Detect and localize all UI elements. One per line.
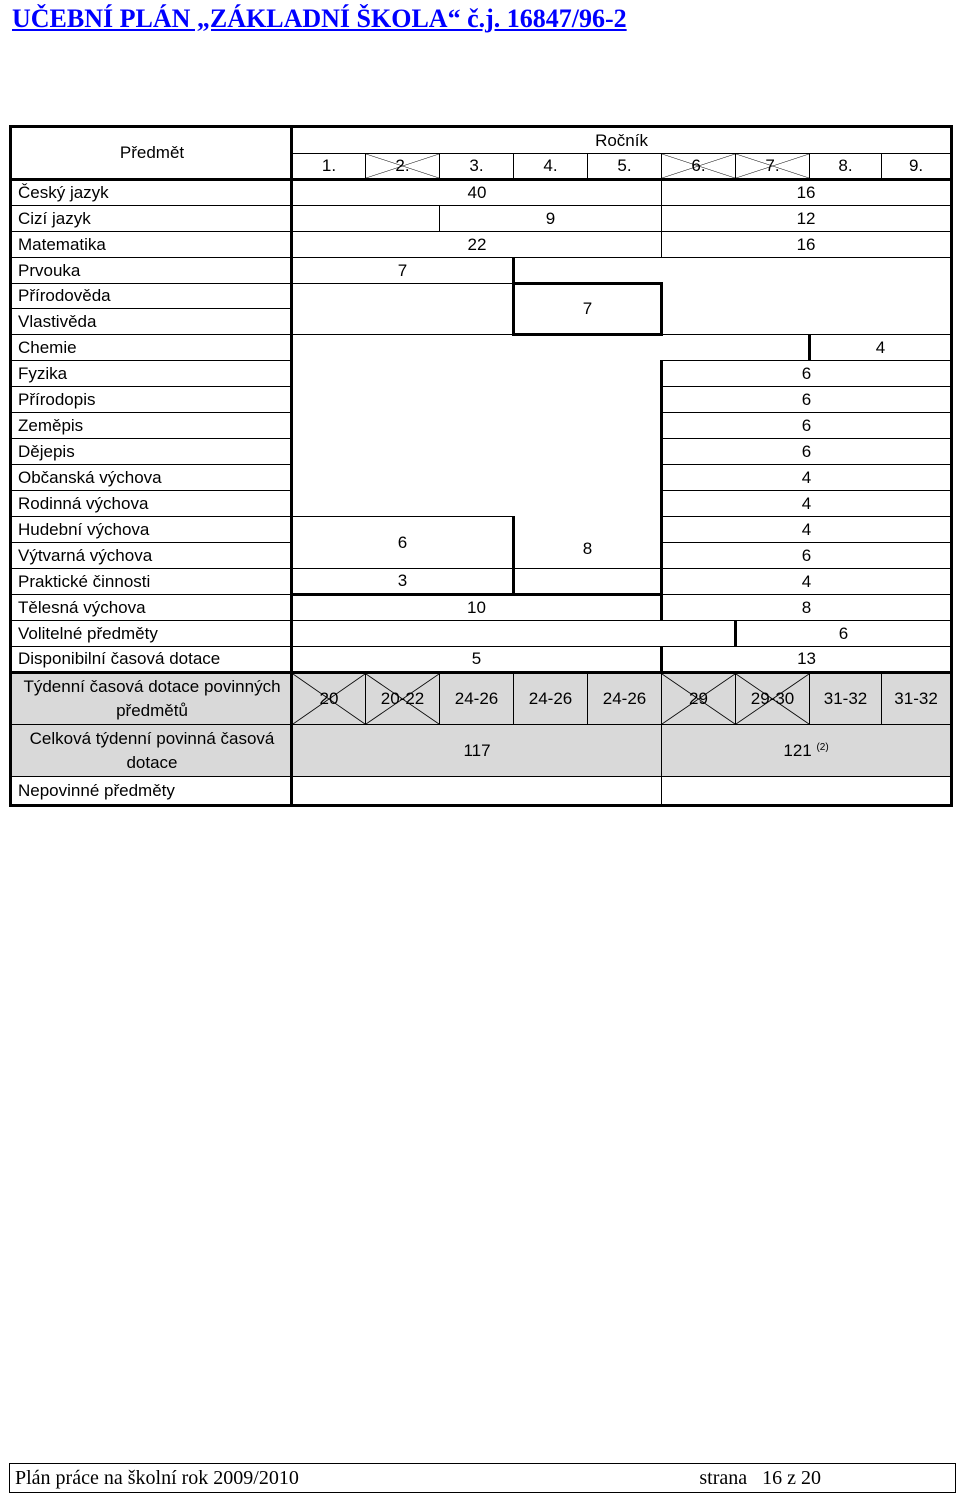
subject-name: Tělesná výchova	[11, 595, 292, 621]
weekly-value-4: 24-26	[514, 673, 588, 725]
grade-1: 1.	[292, 154, 366, 180]
value-cell: 4	[810, 335, 952, 361]
table-row	[11, 206, 952, 232]
empty-cell	[292, 621, 736, 647]
value-cell: 6	[662, 439, 952, 465]
empty-cell	[514, 258, 952, 284]
value-cell: 8	[662, 595, 952, 621]
table-row	[11, 335, 952, 361]
table-row	[11, 569, 952, 595]
empty-cell	[662, 284, 952, 335]
optional-row	[11, 777, 952, 806]
value-cell: 5	[292, 647, 662, 673]
weekly-value-2: 20-22	[366, 673, 440, 725]
total-label: Celková týdenní povinná časová dotace	[11, 725, 292, 777]
value-cell: 16	[662, 180, 952, 206]
value-cell: 8	[514, 517, 662, 569]
grade-8: 8.	[810, 154, 882, 180]
value-cell: 6	[662, 413, 952, 439]
value-cell: 6	[662, 387, 952, 413]
subject-name: Matematika	[11, 232, 292, 258]
table-row	[11, 621, 952, 647]
subject-name: Přírodověda	[11, 284, 292, 309]
value-cell: 9	[440, 206, 662, 232]
subject-name: Prvouka	[11, 258, 292, 284]
table-row	[11, 595, 952, 621]
value-cell: 6	[736, 621, 952, 647]
grade-7: 7.	[736, 154, 810, 180]
subject-name: Občanská výchova	[11, 465, 292, 491]
subject-name: Zeměpis	[11, 413, 292, 439]
page-heading: UČEBNÍ PLÁN „ZÁKLADNÍ ŠKOLA“ č.j. 16847/96-2	[12, 4, 627, 33]
subject-name: Disponibilní časová dotace	[11, 647, 292, 673]
footer-page-number: strana 16 z 20	[699, 1467, 821, 1489]
value-cell: 3	[292, 569, 514, 595]
subject-name: Volitelné předměty	[11, 621, 292, 647]
value-cell: 4	[662, 491, 952, 517]
empty-cell	[292, 777, 662, 806]
grade-header: Ročník	[292, 127, 952, 154]
subject-name: Český jazyk	[11, 180, 292, 206]
footer-plan: Plán práce na školní rok 2009/2010	[15, 1467, 299, 1489]
subject-name: Výtvarná výchova	[11, 543, 292, 569]
footnote-mark: (2)	[816, 741, 829, 753]
table-row	[11, 647, 952, 673]
weekly-value-1: 20	[292, 673, 366, 725]
weekly-value-7: 29-30	[736, 673, 810, 725]
value-cell: 7	[292, 258, 514, 284]
weekly-value-8: 31-32	[810, 673, 882, 725]
weekly-value-3: 24-26	[440, 673, 514, 725]
table-row	[11, 258, 952, 284]
optional-label: Nepovinné předměty	[11, 777, 292, 806]
empty-cell	[292, 284, 514, 335]
page-footer	[9, 1463, 956, 1493]
weekly-value-6: 29	[662, 673, 736, 725]
weekly-value-9: 31-32	[882, 673, 952, 725]
table-row	[11, 232, 952, 258]
value-cell: 40	[292, 180, 662, 206]
subject-name: Hudební výchova	[11, 517, 292, 543]
value-cell: 10	[292, 595, 662, 621]
subject-name: Vlastivěda	[11, 309, 292, 335]
subject-header: Předmět	[11, 127, 292, 180]
subject-name: Rodinná výchova	[11, 491, 292, 517]
table-row	[11, 284, 952, 309]
value-cell: 4	[662, 569, 952, 595]
grade-4: 4.	[514, 154, 588, 180]
subject-name: Přírodopis	[11, 387, 292, 413]
value-cell: 22	[292, 232, 662, 258]
grade-9: 9.	[882, 154, 952, 180]
empty-cell	[292, 335, 810, 361]
table-row	[11, 517, 952, 543]
value-cell: 6	[662, 543, 952, 569]
subject-name: Dějepis	[11, 439, 292, 465]
total-value-second: 121 $^{(2)}$	[662, 725, 952, 777]
weekly-row	[11, 673, 952, 725]
value-cell: 16	[662, 232, 952, 258]
value-cell: 6	[662, 361, 952, 387]
table-row	[11, 361, 952, 387]
empty-cell	[514, 569, 662, 595]
empty-cell	[292, 361, 662, 517]
grade-3: 3.	[440, 154, 514, 180]
value-cell: 6	[292, 517, 514, 569]
total-row	[11, 725, 952, 777]
value-cell: 4	[662, 517, 952, 543]
table-row	[11, 180, 952, 206]
grade-5: 5.	[588, 154, 662, 180]
value-cell: 4	[662, 465, 952, 491]
value-cell: 12	[662, 206, 952, 232]
grade-2: 2.	[366, 154, 440, 180]
weekly-value-5: 24-26	[588, 673, 662, 725]
subject-name: Praktické činnosti	[11, 569, 292, 595]
grade-6: 6.	[662, 154, 736, 180]
subject-name: Chemie	[11, 335, 292, 361]
value-cell: 7	[514, 284, 662, 335]
empty-cell	[662, 777, 952, 806]
weekly-label: Týdenní časová dotace povinných předmětů	[11, 673, 292, 725]
header-row-1	[11, 127, 952, 154]
curriculum-table	[9, 125, 953, 807]
empty-cell	[292, 206, 440, 232]
value-cell: 13	[662, 647, 952, 673]
subject-name: Fyzika	[11, 361, 292, 387]
total-value-first: 117	[292, 725, 662, 777]
subject-name: Cizí jazyk	[11, 206, 292, 232]
